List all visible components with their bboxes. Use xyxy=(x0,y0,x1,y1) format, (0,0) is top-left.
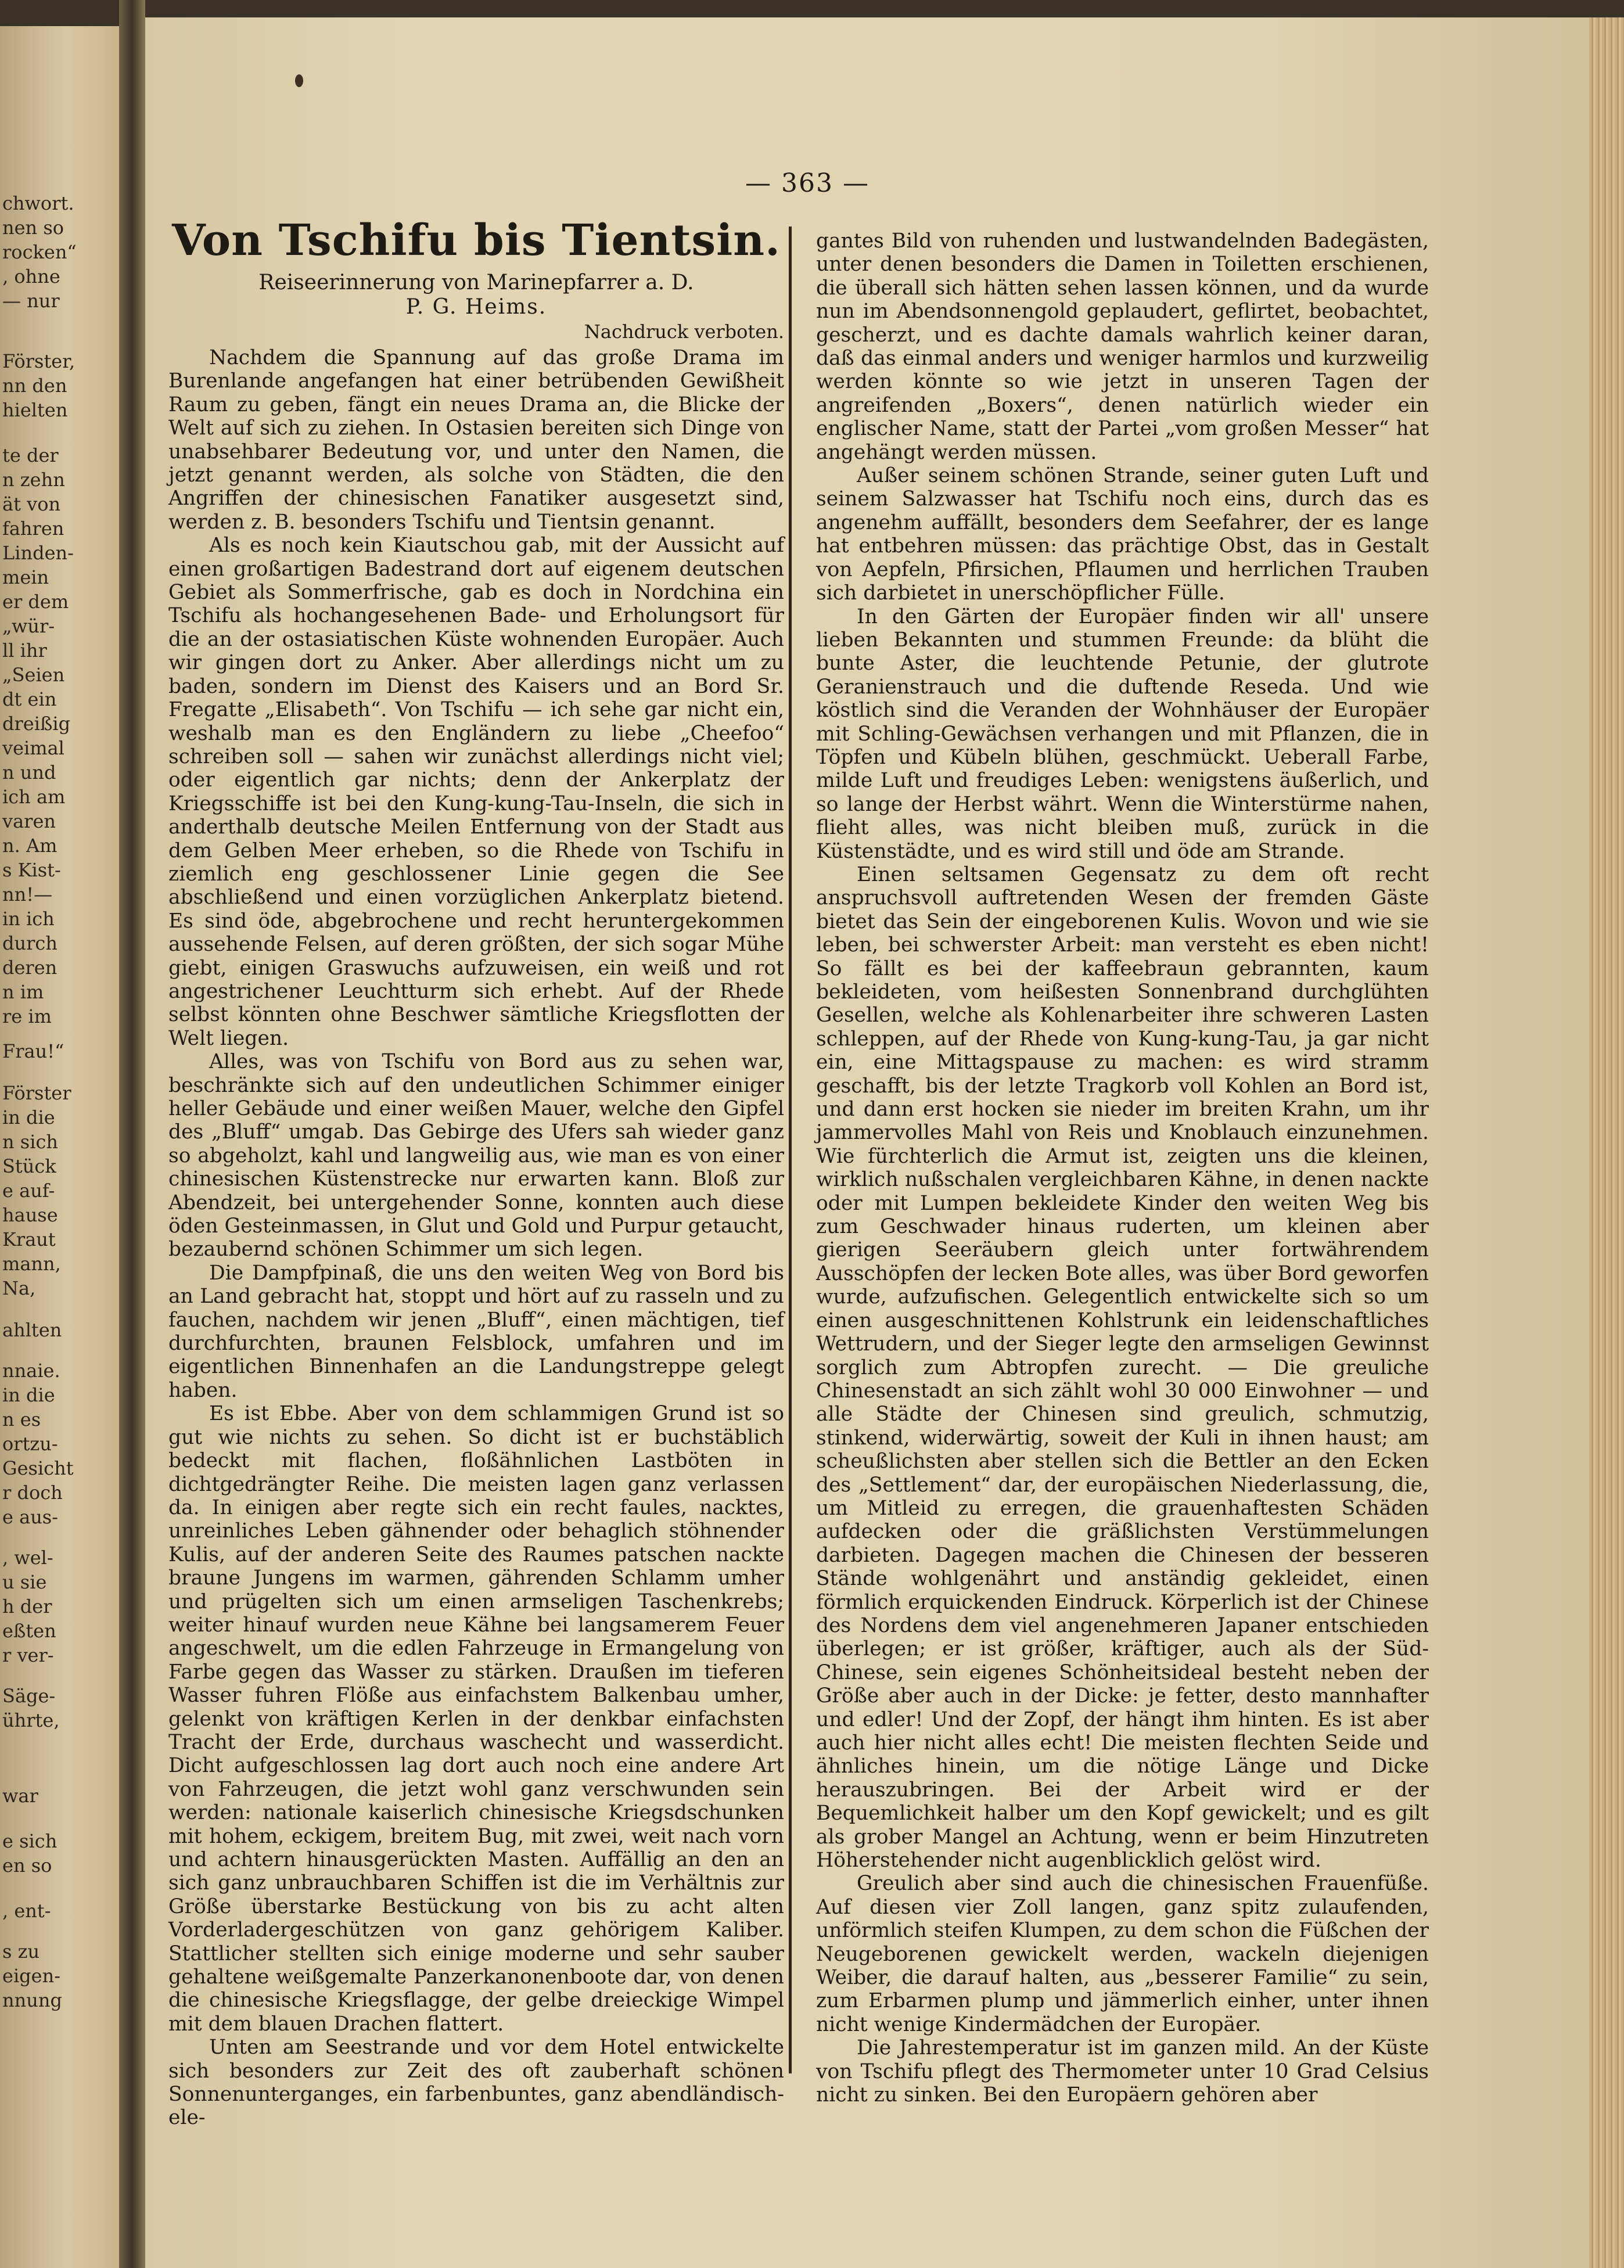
left-page-fragment: nn den xyxy=(2,375,67,397)
left-page-fragment: e sich xyxy=(2,1830,58,1852)
left-page-fragment: nn!— xyxy=(2,883,53,905)
left-page-fragment: re im xyxy=(2,1005,52,1027)
left-page-fragment: n sich xyxy=(2,1131,58,1153)
left-page-fragment: n zehn xyxy=(2,469,65,491)
left-page-fragment: — nur xyxy=(2,290,60,312)
paragraph: Einen seltsamen Gegensatz zu dem oft recht anspruchsvoll auftretenden Wesen der fremden Gäste bietet das Sein der eingeborenen Kulis. Wovon und wie sie leben, bei schwerster Arbeit: man versteht es eben nicht! So fällt es bei der kaffeebraun gebrannten, kaum bekleideten, vom heißesten Sonnenbrand durchglühten Gesellen, welche als Kohlenarbeiter ihre schweren Lasten schleppen, auf der Rhede von Kung-kung-Tau, ja gar nicht ein, eine Mittagspause zu machen: es wird stramm geschafft, bis der letzte Tragkorb voll Kohlen an Bord ist, und dann erst hocken sie nieder im breiten Krahn, um ihr jammervolles Mahl von Reis und Knoblauch einzunehmen. Wie fürchterlich die Armut ist, zeigten uns die kleinen, wirklich nußschalen vergleichbaren Kähne, in denen nackte oder mit Lumpen bekleidete Kinder den weiten Weg bis zum Geschwader hinaus ruderten, um kleinen aber gierigen Seeräubern gleich unter fortwährendem Ausschöpfen der lecken Bote alles, was über Bord geworfen wurde, aufzufischen. Gelegentlich entwickelte sich so um einen ausgeschnittenen Kohlstrunk ein leidenschaftliches Wettrudern, und der Sieger legte den armseligen Gewinnst sorglich zum Abtropfen zurecht. — Die greuliche Chinesenstadt an sich zählt wohl 30 000 Einwohner — und alle Städte der Chinesen sind greulich, schmutzig, stinkend, widerwärtig, soweit der Kuli in ihnen haust; am scheußlichsten aber stellen sich die Bettler an den Ecken des „Settlement“ dar, der europäischen Niederlassung, die, um Mitleid zu erregen, die grauenhaftesten Schäden aufdecken oder die gräßlichsten Verstümmelungen darbieten. Dagegen machen die Chinesen der besseren Stände wohlgenährt und anständig gekleidet, einen förmlich erquickenden Eindruck. Körperlich ist der Chinese des Nordens dem viel angenehmeren Japaner entschieden überlegen; er ist größer, kräftiger, auch als der Süd-Chinese, sein eigenes Schönheitsideal besteht neben der Größe aber auch in der Dicke: je fetter, desto mannhafter und edler! Und der Zopf, der hängt ihm hinten. Es ist aber auch hier nicht alles echt! Die meisten flechten Seide und ähnliches hinein, um die nötige Länge und Dicke herauszubringen. Bei der Arbeit wird er der Bequemlichkeit halber um den Kopf gewickelt; und es gilt als grober Mangel an Achtung, wenn er beim Hinzutreten Höherstehender nicht augenblicklich gelöst wird. xyxy=(816,862,1429,1872)
left-page-fragment: r doch xyxy=(2,1482,63,1504)
page-stack-edge xyxy=(1589,17,1624,2268)
left-page-fragment: durch xyxy=(2,932,58,954)
left-page-fragment: Na, xyxy=(2,1277,36,1299)
left-page-fragment: en so xyxy=(2,1854,52,1877)
left-page-fragment: „Seien xyxy=(2,664,65,686)
left-page-fragment: ührte, xyxy=(2,1709,60,1731)
left-page-fragment: Frau!“ xyxy=(2,1040,64,1062)
left-page-fragment: fahren xyxy=(2,517,64,540)
left-page-fragment: Linden- xyxy=(2,542,74,564)
paragraph: Außer seinem schönen Strande, seiner guten Luft und seinem Salzwasser hat Tschifu noch eins, durch das es angenehm auffällt, besonders dem Seefahrer, der es lange hat entbehren müssen: das prächtige Obst, das in Gestalt von Aepfeln, Pfirsichen, Pflaumen und herrlichen Trauben sich darbietet in unerschöpflicher Fülle. xyxy=(816,464,1429,605)
left-page-fragment: Säge- xyxy=(2,1685,56,1707)
paragraph: gantes Bild von ruhenden und lustwandelnden Badegästen, unter denen besonders die Damen in Toiletten erschienen, die überall sich hätten sehen lassen können, und da wurde nun im Abendsonnengold geplaudert, geflirtet, beobachtet, gescherzt, und es dachte damals wahrlich keiner daran, daß das einmal anders und weniger harmlos und kurzweilig werden könnte so wie jetzt in unseren Tagen der angreifenden „Boxers“, denen natürlich wieder ein englischer Name, statt der Partei „vom großen Messer“ hat angehängt werden müssen. xyxy=(816,229,1429,464)
paragraph: Die Dampfpinaß, die uns den weiten Weg von Bord bis an Land gebracht hat, stoppt und hört auf zu rasseln und zu fauchen, nachdem wir jenen „Bluff“, einen mächtigen, tief durchfurchten, braunen Felsblock, umfahren und im eigentlichen Binnenhafen an die Landungstreppe gelegt haben. xyxy=(168,1261,784,1402)
left-page-fragment: ich am xyxy=(2,786,66,808)
left-page-fragment: r ver- xyxy=(2,1644,54,1666)
left-page-edge xyxy=(0,26,119,2268)
left-page-fragment: ‚ ohne xyxy=(2,265,60,287)
left-page-fragment: Kraut xyxy=(2,1228,56,1250)
left-page-fragment: mein xyxy=(2,566,49,588)
left-page-fragment: nen so xyxy=(2,217,64,239)
left-page-fragment: e auf- xyxy=(2,1180,55,1202)
column-left xyxy=(168,215,784,2130)
left-page-fragment: ahlten xyxy=(2,1319,62,1341)
left-page-fragment: hause xyxy=(2,1204,58,1226)
left-page-fragment: nnaie. xyxy=(2,1360,60,1382)
left-page-fragment: Förster, xyxy=(2,350,76,372)
column-divider xyxy=(789,227,792,2073)
left-page-fragment: hielten xyxy=(2,399,68,421)
left-page-fragment: in die xyxy=(2,1106,55,1128)
left-page-fragment: s zu xyxy=(2,1940,40,1963)
left-page-fragment: s Kist- xyxy=(2,859,61,881)
left-page-fragment: te der xyxy=(2,444,59,466)
article-author: P. G. Heims. xyxy=(405,295,547,319)
left-page-fragment: n. Am xyxy=(2,835,58,857)
left-page-fragment: Stück xyxy=(2,1155,56,1177)
column-right xyxy=(816,229,1429,2107)
left-page-fragment: „wür- xyxy=(2,615,55,637)
paragraph: Alles, was von Tschifu von Bord aus zu sehen war, beschränkte sich auf den undeutlichen Schimmer einiger heller Gebäude und einer weißen Mauer, welche den Gipfel des „Bluff“ umgab. Das Gebirge des Ufers sah wieder ganz so abgeholzt, kahl und langweilig aus, wie man es von einer chinesischen Küstenstrecke nur erwarten kann. Bloß zur Abendzeit, bei untergehender Sonne, konnten auch diese öden Gesteinmassen, in Glut und Gold und Purpur getaucht, bezaubernd schönen Schimmer um sich legen. xyxy=(168,1050,784,1261)
left-page-fragment: Gesicht xyxy=(2,1457,74,1479)
left-page-fragment: varen xyxy=(2,810,56,832)
left-page-fragment: ät von xyxy=(2,493,61,515)
book-gutter xyxy=(119,0,145,2268)
left-page-fragment: in ich xyxy=(2,908,55,930)
left-page-fragment: deren xyxy=(2,957,58,979)
left-page-fragment: in die xyxy=(2,1384,55,1406)
paragraph: Als es noch kein Kiautschou gab, mit der Aussicht auf einen großartigen Badestrand dort auf eigenem deutschen Gebiet als Sommerfrische, gab es doch in Nordchina ein Tschifu als hochangesehenen Bade- und Erholungsort für die an der ostasiatischen Küste wohnenden Europäer. Auch wir gingen dort zu Anker. Aber allerdings nicht um zu baden, sondern im Dienst des Kaisers und an Bord Sr. Fregatte „Elisabeth“. Von Tschifu — ich sehe gar nicht ein, weshalb man es den Engländern zu liebe „Cheefoo“ schreiben soll — sahen wir zunächst allerdings nicht viel; oder eigentlich gar nichts; denn der Ankerplatz der Kriegsschiffe ist bei den Kung-kung-Tau-Inseln, die sich in anderthalb deutsche Meilen Entfernung von der Stadt aus dem Gelben Meer erheben, so die Rhede von Tschifu in ziemlich eng geschlossener Linie gegen die See abschließend und einen vorzüglichen Ankerplatz bietend. Es sind öde, abgebrochene und recht heruntergekommen aussehende Felsen, auf deren größten, der sich sogar Mühe giebt, einigen Graswuchs aufzuweisen, ein weiß und rot angestrichener Leuchtturm sich erhebt. Auf der Rhede selbst könnten ohne Beschwer sämtliche Kriegsflotten der Welt liegen. xyxy=(168,534,784,1050)
left-page-fragment: h der xyxy=(2,1595,52,1618)
left-page-fragment: veimal xyxy=(2,737,64,759)
left-page-fragment: dt ein xyxy=(2,688,57,710)
left-page-fragment: er dem xyxy=(2,591,69,613)
paragraph: In den Gärten der Europäer finden wir all' unsere lieben Bekannten und stummen Freunde: da blüht die bunte Aster, die leuchtende Petunie, der glutrote Geranienstrauch und die duftende Reseda. Und wie köstlich sind die Veranden der Wohnhäuser der Europäer mit Schling-Gewächsen verhangen und mit Pflanzen, die in Töpfen und Kübeln blühen, geschmückt. Ueberall Farbe, milde Luft und freudiges Leben: wenigstens äußerlich, und so lange der Herbst währt. Wenn die Winterstürme nahen, flieht alles, was nicht bleiben muß, zurück in die Küstenstädte, und es wird still und öde am Strande. xyxy=(816,605,1429,863)
reprint-notice: Nachdruck verboten. xyxy=(584,321,784,343)
left-page-fragment: nnung xyxy=(2,1989,62,2011)
article-title: Von Tschifu bis Tientsin. xyxy=(172,215,781,265)
left-page-fragment: mann, xyxy=(2,1253,61,1275)
left-page-fragment: chwort. xyxy=(2,192,74,214)
left-page-fragment: n und xyxy=(2,761,56,783)
ink-spot xyxy=(295,74,303,87)
left-page-fragment: rocken“ xyxy=(2,241,77,263)
left-page-fragment: eigen- xyxy=(2,1965,61,1987)
paragraph: Greulich aber sind auch die chinesischen Frauenfüße. Auf diesen vier Zoll langen, ganz spitz zulaufenden, unförmlich steifen Klumpen, zu dem schon die Füßchen der Neugeborenen gewickelt werden, wackeln diejenigen Weiber, die darauf halten, aus „besserer Familie“ zu sein, zum Erbarmen plump und jämmerlich einher, unter ihnen nicht wenige Kindermädchen der Europäer. xyxy=(816,1872,1429,2036)
left-page-fragment: , wel- xyxy=(2,1547,53,1569)
left-page-fragment: u sie xyxy=(2,1571,47,1593)
left-page-fragment: ll ihr xyxy=(2,639,47,662)
paragraph: Die Jahrestemperatur ist im ganzen mild. An der Küste von Tschifu pflegt des Thermometer unter 10 Grad Celsius nicht zu sinken. Bei den Europäern gehören aber xyxy=(816,2036,1429,2107)
left-page-fragment: n es xyxy=(2,1408,41,1430)
left-page-fragment: war xyxy=(2,1785,38,1807)
left-page-fragment: n im xyxy=(2,981,44,1003)
left-page-fragment: Förster xyxy=(2,1082,71,1104)
left-page-fragment: e aus- xyxy=(2,1506,59,1528)
left-page-fragment: ortzu- xyxy=(2,1433,58,1455)
page-number: — 363 — xyxy=(745,168,870,198)
paragraph: Unten am Seestrande und vor dem Hotel entwickelte sich besonders zur Zeit des oft zauberhaft schönen Sonnenunterganges, ein farbenbuntes, ganz abendländisch-ele- xyxy=(168,2036,784,2130)
paragraph: Nachdem die Spannung auf das große Drama im Burenlande angefangen hat einer betrübenden Gewißheit Raum zu geben, fängt ein neues Drama an, die Blicke der Welt auf sich zu ziehen. In Ostasien bereiten sich Dinge von unabsehbarer Bedeutung vor, und unter den Namen, die jetzt genannt werden, als solche von Städten, die den Angriffen der chinesischen Fanatiker ausgesetzt sind, werden z. B. besonders Tschifu und Tientsin genannt. xyxy=(168,346,784,534)
article-subtitle: Reiseerinnerung von Marinepfarrer a. D. xyxy=(258,271,694,294)
paragraph: Es ist Ebbe. Aber von dem schlammigen Grund ist so gut wie nichts zu sehen. So dicht ist er buchstäblich bedeckt mit flachen, floßähnlichen Lastböten in dichtgedrängter Reihe. Die meisten lagen ganz verlassen da. In einigen aber regte sich ein recht faules, nacktes, unreinliches Leben gähnender oder behaglich stöhnender Kulis, auf der anderen Seite des Raumes patschen nackte braune Jungens im warmen, gährenden Schlamm umher und prügelten sich um einen armseligen Taschenkrebs; weiter hinauf wurden neue Kähne bei langsamerem Feuer angeschwelt, um die edlen Fahrzeuge in Ermangelung von Farbe gegen das Wasser zu stärken. Draußen im tieferen Wasser fuhren Flöße aus einfachstem Balkenbau umher, gelenkt von kräftigen Kerlen in der denkbar einfachsten Tracht der Erde, durchaus waschecht und wasserdicht. Dicht aufgeschlossen lag dort auch noch eine andere Art von Fahrzeugen, die jetzt wohl ganz verschwunden sein werden: nationale kaiserlich chinesische Kriegsdschunken mit hohem, eckigem, breitem Bug, mit zwei, weit nach vorn und achtern hinausgerückten Masten. Auffällig an den an sich ganz unbrauchbaren Schiffen ist die im Verhältnis zur Größe überstarke Bestückung von bis zu acht alten Vorderladergeschützen von ganz gehörigem Kaliber. Stattlicher stellten sich einige moderne und sehr sauber gehaltene weißgemalte Panzerkanonenboote dar, von denen die chinesische Kriegsflagge, der gelbe dreieckige Wimpel mit dem blauen Drachen flattert. xyxy=(168,1402,784,2036)
left-page-fragment: dreißig xyxy=(2,713,71,735)
left-page-fragment: , ent- xyxy=(2,1900,51,1922)
left-page-fragment: eßten xyxy=(2,1620,56,1642)
